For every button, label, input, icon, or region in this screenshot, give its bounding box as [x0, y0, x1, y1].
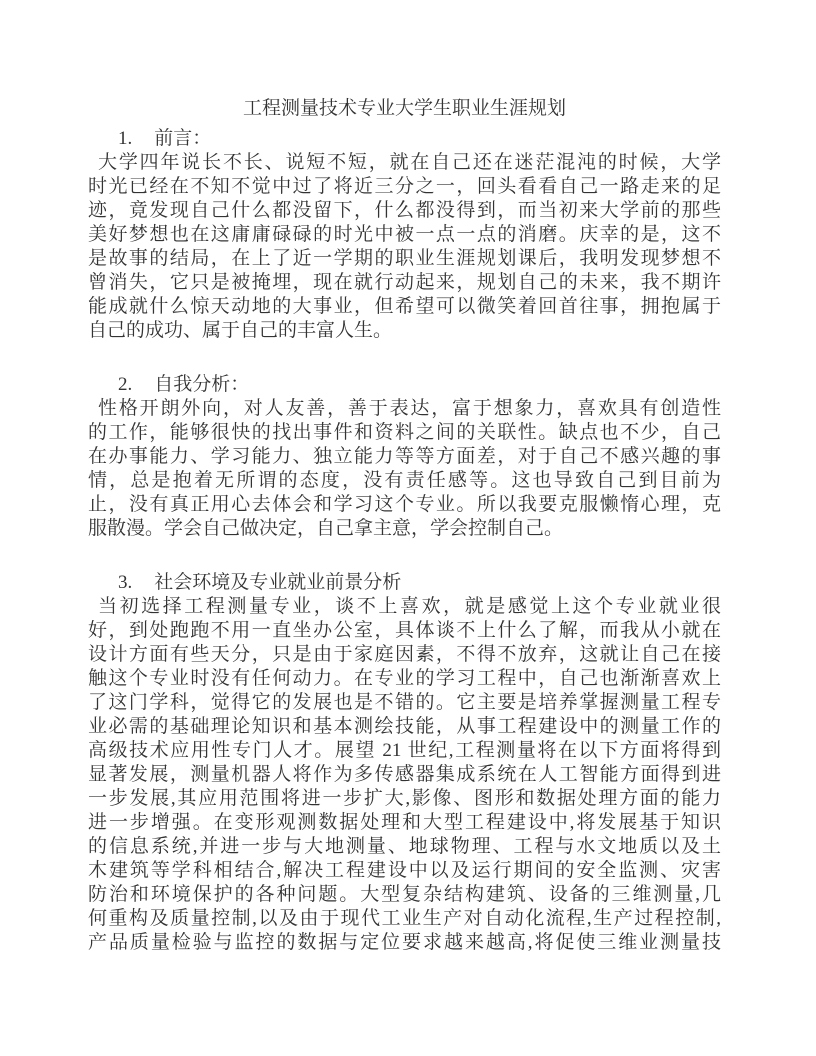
- text-line: 大学四年说长不长、说短不短，就在自己还在迷茫混沌的时候，大学: [98, 152, 721, 173]
- text-line: 曾消失，它只是被掩埋，现在就行动起来，规划自己的未来，我不期许: [88, 272, 721, 293]
- text-line: 业必需的基础理论知识和基本测绘技能，从事工程建设中的测量工作的: [88, 716, 721, 737]
- text-line: 进一步增强。在变形观测数据处理和大型工程建设中,将发展基于知识: [88, 812, 721, 833]
- text-line: 迹，竟发现自己什么都没留下，什么都没得到，而当初来大学前的那些: [88, 200, 721, 221]
- section-heading-text: 前言：: [154, 128, 212, 149]
- text-line: 情，总是抱着无所谓的态度，没有责任感等。这也导致自己到目前为: [88, 470, 721, 491]
- text-line: 是故事的结局，在上了近一学期的职业生涯规划课后，我明发现梦想不: [88, 248, 721, 269]
- text-line: 高级技术应用性专门人才。展望 21 世纪,工程测量将在以下方面将得到: [88, 740, 721, 761]
- section-number: 2.: [118, 374, 133, 395]
- text-line: 服散漫。学会自己做决定，自己拿主意，学会控制自己。: [88, 518, 564, 539]
- text-line: 止，没有真正用心去体会和学习这个专业。所以我要克服懒惰心理，克: [88, 494, 721, 515]
- text-line: 能成就什么惊天动地的大事业，但希望可以微笑着回首往事，拥抱属于: [88, 296, 721, 317]
- section-heading-text: 自我分析：: [154, 374, 250, 395]
- text-line: 时光已经在不知不觉中过了将近三分之一，回头看看自己一路走来的足: [88, 176, 721, 197]
- text-line: 的信息系统,并进一步与大地测量、地球物理、工程与水文地质以及土: [88, 836, 721, 857]
- text-line: 好，到处跑跑不用一直坐办公室，具体谈不上什么了解，而我从小就在: [88, 620, 721, 641]
- text-line: 设计方面有些天分，只是由于家庭因素，不得不放弃，这就让自己在接: [88, 644, 721, 665]
- text-line: 在办事能力、学习能力、独立能力等等方面差，对于自己不感兴趣的事: [88, 446, 721, 467]
- text-line: 的工作，能够很快的找出事件和资料之间的关联性。缺点也不少，自己: [88, 422, 721, 443]
- text-line: 触这个专业时没有任何动力。在专业的学习工程中，自己也渐渐喜欢上: [88, 668, 721, 689]
- text-line: 防治和环境保护的各种问题。大型复杂结构建筑、设备的三维测量,几: [88, 884, 721, 905]
- document-body: [88, 97, 721, 955]
- text-line: 当初选择工程测量专业，谈不上喜欢，就是感觉上这个专业就业很: [98, 596, 721, 617]
- section-number: 1.: [118, 128, 133, 149]
- text-line: 产品质量检验与监控的数据与定位要求越来越高,将促使三维业测量技: [88, 932, 721, 953]
- text-line: 何重构及质量控制,以及由于现代工业生产对自动化流程,生产过程控制,: [88, 908, 721, 929]
- section-heading: [88, 373, 721, 397]
- text-line: 了这门学科，觉得它的发展也是不错的。它主要是培养掌握测量工程专: [88, 692, 721, 713]
- document-title: 工程测量技术专业大学生职业生涯规划: [242, 98, 566, 119]
- section-heading-text: 社会环境及专业就业前景分析: [154, 572, 402, 593]
- document-sections: [88, 127, 721, 955]
- section-heading: [88, 127, 721, 151]
- text-line: 木建筑等学科相结合,解决工程建设中以及运行期间的安全监测、灾害: [88, 860, 721, 881]
- section-heading: [88, 571, 721, 595]
- text-line: 显著发展，测量机器人将作为多传感器集成系统在人工智能方面得到进: [88, 764, 721, 785]
- text-line: 自己的成功、属于自己的丰富人生。: [88, 320, 393, 341]
- text-line: 美好梦想也在这庸庸碌碌的时光中被一点一点的消磨。庆幸的是，这不: [88, 224, 721, 245]
- text-line: 一步发展,其应用范围将进一步扩大,影像、图形和数据处理方面的能力: [88, 788, 721, 809]
- text-line: 性格开朗外向，对人友善，善于表达，富于想象力，喜欢具有创造性: [98, 398, 721, 419]
- section-number: 3.: [118, 572, 133, 593]
